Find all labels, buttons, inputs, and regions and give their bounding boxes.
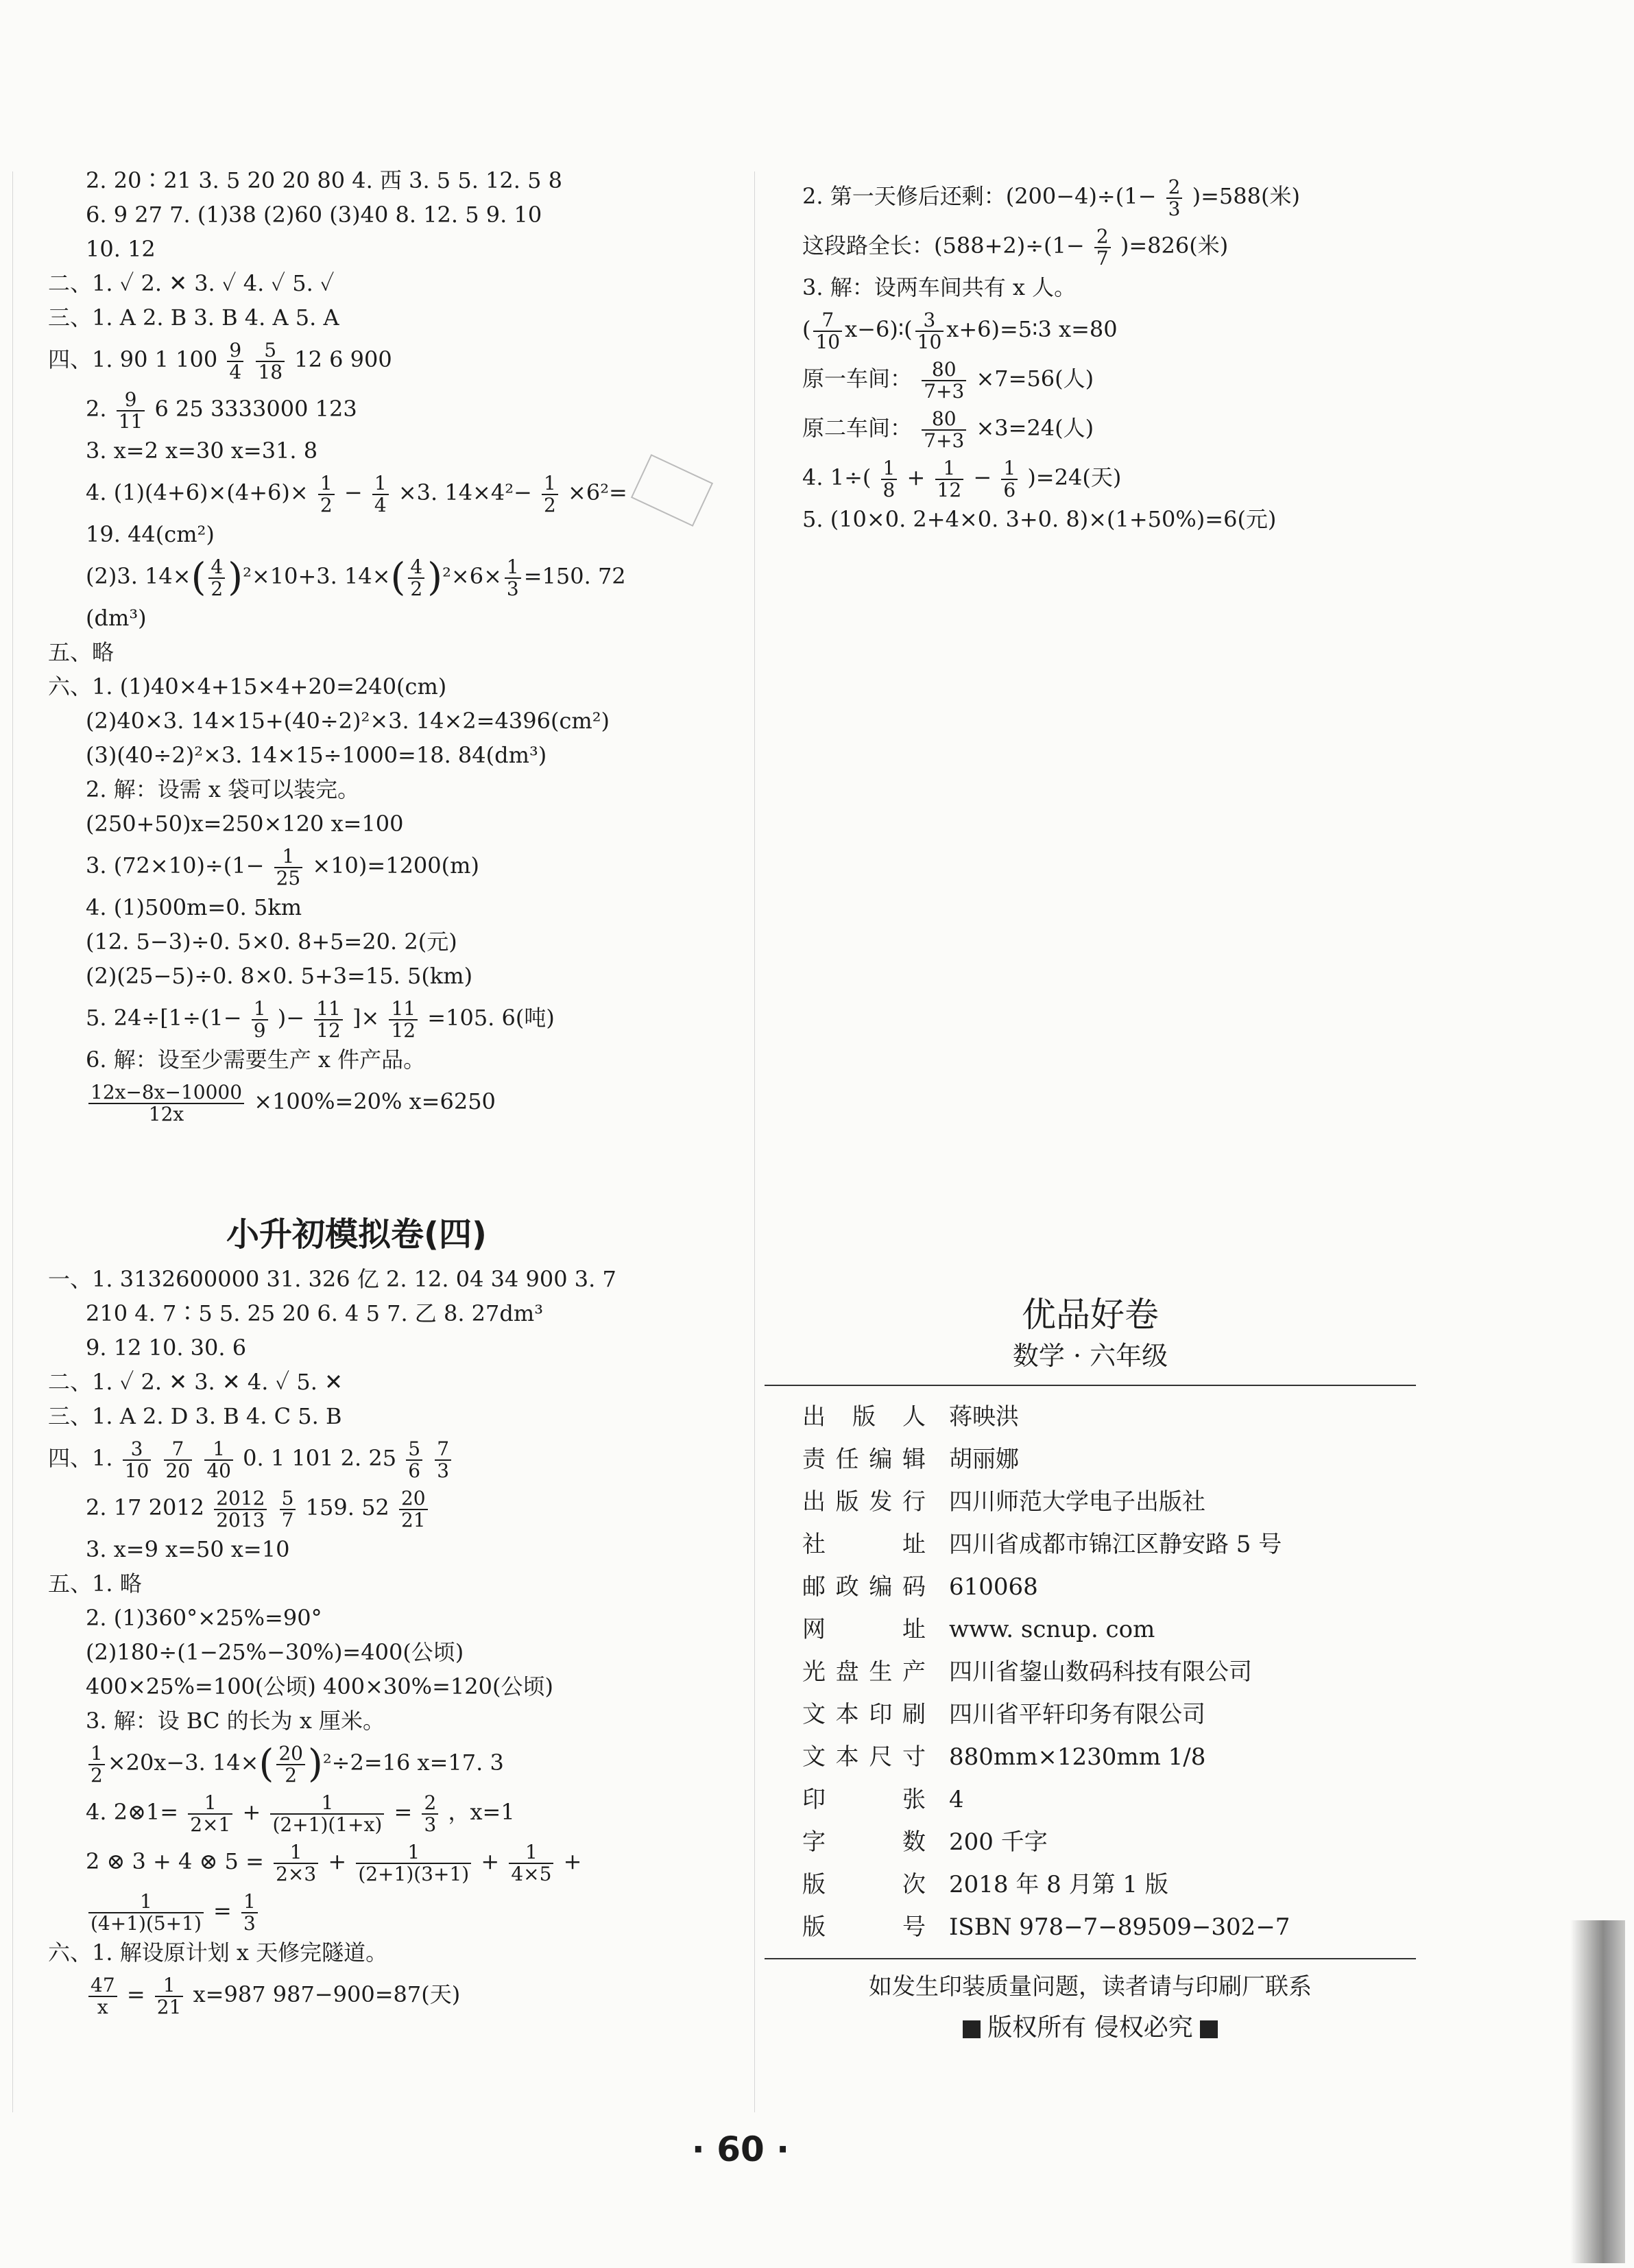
answer-line-6-6: $\frac{12x-8x-10000}{12x}$ ×100%=20% x=6250 <box>48 1077 720 1126</box>
colophon-row: 出版发行 四川师范大学电子出版社 <box>802 1488 1205 1516</box>
colophon-row: 责任编辑 胡丽娜 <box>802 1446 1019 1473</box>
fraction: $\frac{3}{10}$ <box>123 1439 152 1481</box>
fraction: $\frac{80}{7+3}$ <box>922 409 966 451</box>
colophon-row: 社址 四川省成都市锦江区静安路 5 号 <box>802 1531 1282 1558</box>
answer-line: 2. 20∶21 3. 5 20 20 80 4. 西 3. 5 5. 12. 5 8 <box>86 167 562 193</box>
answer-line: (2)(25−5)÷0. 8×0. 5+3=15. 5(km) <box>86 963 473 989</box>
colophon-row: 文本尺寸 880mm×1230mm 1/8 <box>802 1743 1206 1771</box>
answer-line: (2)40×3. 14×15+(40÷2)²×3. 14×2=4396(cm²) <box>86 708 610 734</box>
colophon-row: 网址 www. scnup. com <box>802 1616 1155 1643</box>
answer-line: 二、1. ✓ 2. ✕ 3. ✓ 4. ✓ 5. ✓ <box>48 270 335 296</box>
answer-line-4: 4. 1÷( $\frac{1}{8}$ + $\frac{1}{12}$ − $\frac{1}{6}$ )=24(天) <box>802 457 1122 501</box>
answer-line: 9. 12 10. 30. 6 <box>86 1335 247 1361</box>
answer-line-4-4: 4. (1)(4+6)×(4+6)× $\frac{1}{2}$ − $\frac{1}{4}$ ×3. 14×4²− $\frac{1}{2}$ ×6²= <box>86 472 627 516</box>
answer-line-3b: ( $\frac{7}{10}$ x−6)∶( $\frac{3}{10}$ x+6)=5∶3 x=80 <box>802 309 1118 353</box>
answer-line-5-4: 4. 2⊗1= $\frac{1}{2\times 1}$ + $\frac{1}{(2+1)(1+x)}$ = $\frac{2}{3}$ ，x=1 <box>86 1791 515 1836</box>
answer-line: 400×25%=100(公顷) 400×30%=120(公顷) <box>86 1673 553 1699</box>
fraction: $\frac{2012}{2013}$ <box>214 1488 267 1530</box>
answer-line: 三、1. A 2. B 3. B 4. A 5. A <box>48 305 339 331</box>
fraction: $\frac{80}{7+3}$ <box>922 359 966 401</box>
fraction: $\frac{1}{8}$ <box>881 458 898 500</box>
answer-line-4-1: 四、1. 90 1 100 $\frac{9}{4}$ $\frac{5}{18}$ 12 6 900 <box>48 339 392 383</box>
square-bullet-icon <box>963 2020 981 2038</box>
answer-line: 三、1. A 2. D 3. B 4. C 5. B <box>48 1403 342 1429</box>
answer-line: 4. (1)500m=0. 5km <box>86 894 302 920</box>
fraction: $\frac{1}{4\times 5}$ <box>509 1842 553 1884</box>
answer-line: 一、1. 3132600000 31. 326 亿 2. 12. 04 34 900 3. 7 <box>48 1266 616 1292</box>
colophon-row: 版号 ISBN 978−7−89509−302−7 <box>802 1913 1290 1941</box>
answer-line-2b: 这段路全长：(588+2)÷(1− $\frac{2}{7}$ )=826(米) <box>802 225 1229 270</box>
answer-line-5-3: $\frac{1}{2}$ ×20x−3. 14×( $\frac{20}{2}$ )²÷2=16 x=17. 3 <box>48 1738 720 1787</box>
fraction: $\frac{1}{2}$ <box>318 473 335 515</box>
answer-line: 2. (1)360°×25%=90° <box>86 1605 322 1631</box>
answer-line: 3. 解：设两车间共有 x 人。 <box>802 274 1077 300</box>
answer-line: 3. 解：设 BC 的长为 x 厘米。 <box>86 1708 385 1734</box>
colophon-row: 光盘生产 四川省鋆山数码科技有限公司 <box>802 1658 1252 1686</box>
answer-line: 6. 解：设至少需要生产 x 件产品。 <box>86 1047 426 1073</box>
answer-line-4-1: 四、1. $\frac{3}{10}$ $\frac{7}{20}$ $\frac{1}{40}$ 0. 1 101 2. 25 $\frac{5}{6}$ $\frac{7}{3}$ <box>48 1433 720 1483</box>
fraction: $\frac{5}{18}$ <box>256 340 285 382</box>
answer-line-6-3: 3. (72×10)÷(1− $\frac{1}{25}$ ×10)=1200(m) <box>86 845 479 890</box>
answer-line: (12. 5−3)÷0. 5×0. 8+5=20. 2(元) <box>86 929 457 955</box>
answer-line-3c: 原一车间： $\frac{80}{7+3}$ ×7=56(人) <box>802 358 1094 403</box>
answer-line-4-4-2: (2)3. 14×( $\frac{4}{2}$ )²×10+3. 14×( $\frac{4}{2}$ )²×6× $\frac{1}{3}$ =150. 72 <box>86 555 626 600</box>
book-subtitle: 数学 · 六年级 <box>1012 1341 1168 1371</box>
colophon-row: 字数 200 千字 <box>802 1828 1048 1856</box>
fraction: $\frac{47}{x}$ <box>88 1975 117 2017</box>
colophon-row: 版次 2018 年 8 月第 1 版 <box>802 1871 1168 1898</box>
fraction: $\frac{1}{6}$ <box>1001 458 1018 500</box>
fraction: $\frac{2}{3}$ <box>1166 177 1183 219</box>
fraction: $\frac{1}{9}$ <box>252 999 268 1040</box>
fraction: $\frac{3}{10}$ <box>915 310 944 352</box>
answer-line: 二、1. ✓ 2. ✕ 3. ✕ 4. ✓ 5. ✕ <box>48 1369 343 1395</box>
left-column-section-2 <box>48 1262 720 2019</box>
colophon-row: 邮政编码 610068 <box>802 1573 1038 1601</box>
answer-line: 六、1. (1)40×4+15×4+20=240(cm) <box>48 673 447 700</box>
colophon-table <box>802 1396 1419 1948</box>
answer-line-4-3: 3. x=2 x=30 x=31. 8 <box>86 438 318 464</box>
fraction: $\frac{4}{2}$ <box>408 557 424 599</box>
answer-line: 210 4. 7∶5 5. 25 20 6. 4 5 7. 乙 8. 27dm³ <box>86 1300 544 1326</box>
fraction: $\frac{11}{12}$ <box>389 999 418 1040</box>
answer-line: 五、略 <box>48 639 115 665</box>
colophon-row: 出版人 蒋映洪 <box>802 1403 1019 1431</box>
square-bullet-icon <box>1200 2020 1218 2038</box>
fraction: $\frac{1}{3}$ <box>505 557 521 599</box>
fraction: $\frac{7}{3}$ <box>435 1439 451 1481</box>
fraction: $\frac{1}{(4+1)(5+1)}$ <box>88 1891 204 1933</box>
page-number: · 60 · <box>691 2129 790 2169</box>
fraction: $\frac{1}{21}$ <box>155 1975 184 2017</box>
answer-line: 2. 解：设需 x 袋可以装完。 <box>86 776 360 802</box>
fraction: $\frac{1}{2\times 3}$ <box>274 1842 318 1884</box>
fraction: $\frac{20}{21}$ <box>399 1488 428 1530</box>
scan-edge-shadow <box>1570 1920 1625 2263</box>
fraction: $\frac{1}{25}$ <box>274 846 303 888</box>
fraction: $\frac{20}{2}$ <box>276 1743 305 1785</box>
fraction: $\frac{11}{12}$ <box>314 999 343 1040</box>
answer-line: 6. 9 27 7. (1)38 (2)60 (3)40 8. 12. 5 9. 10 <box>86 202 542 228</box>
answer-line: 19. 44(cm²) <box>86 521 215 547</box>
fraction: $\frac{1}{(2+1)(3+1)}$ <box>356 1842 471 1884</box>
section-title: 小升初模拟卷(四) <box>226 1215 487 1254</box>
fraction: $\frac{2}{3}$ <box>422 1793 438 1835</box>
answer-line-5-4b: 2 ⊗ 3 + 4 ⊗ 5 = $\frac{1}{2\times 3}$ + $\frac{1}{(2+1)(3+1)}$ + $\frac{1}{4\times 5}$ + <box>86 1841 582 1885</box>
quality-notice: 如发生印装质量问题，读者请与印刷厂联系 <box>869 1973 1312 2001</box>
fraction: $\frac{9}{4}$ <box>227 340 243 382</box>
fraction: $\frac{5}{6}$ <box>406 1439 422 1481</box>
fraction: $\frac{1}{(2+1)(1+x)}$ <box>270 1793 384 1835</box>
fraction: $\frac{7}{20}$ <box>164 1439 193 1481</box>
answer-line: (250+50)x=250×120 x=100 <box>86 811 404 837</box>
colophon-row: 印张 4 <box>802 1786 964 1813</box>
fraction: $\frac{1}{40}$ <box>204 1439 233 1481</box>
answer-line: 5. (10×0. 2+4×0. 3+0. 8)×(1+50%)=6(元) <box>802 506 1277 532</box>
answer-line-4-2: 2. $\frac{9}{11}$ 6 25 3333000 123 <box>86 388 357 433</box>
answer-line: 六、1. 解设原计划 x 天修完隧道。 <box>48 1939 388 1966</box>
column-divider <box>754 171 755 2112</box>
answer-line: (2)180÷(1−25%−30%)=400(公顷) <box>86 1639 464 1665</box>
divider <box>765 1385 1416 1386</box>
answer-line: 五、1. 略 <box>48 1571 142 1597</box>
fraction: $\frac{1}{4}$ <box>372 473 389 515</box>
book-title: 优品好卷 <box>1022 1295 1159 1335</box>
fraction: $\frac{5}{7}$ <box>280 1488 296 1530</box>
fraction: $\frac{1}{2}$ <box>542 473 558 515</box>
answer-line-6-5: 5. 24÷[1÷(1− $\frac{1}{9}$ )− $\frac{11}{12}$ ]× $\frac{11}{12}$ =105. 6(吨) <box>86 997 555 1042</box>
answer-line-2: 2. 第一天修后还剩：(200−4)÷(1− $\frac{2}{3}$ )=588(米) <box>802 176 1300 220</box>
fraction: $\frac{1}{2}$ <box>88 1743 105 1785</box>
answer-line: (dm³) <box>86 605 147 631</box>
fraction: $\frac{9}{11}$ <box>117 390 145 431</box>
fraction: $\frac{4}{2}$ <box>208 557 225 599</box>
answer-line: (3)(40÷2)²×3. 14×15÷1000=18. 84(dm³) <box>86 742 547 768</box>
answer-line-5-4c: $\frac{1}{(4+1)(5+1)}$ = $\frac{1}{3}$ <box>48 1886 720 1935</box>
answer-line: 10. 12 <box>86 236 156 262</box>
fraction: $\frac{2}{7}$ <box>1094 226 1111 268</box>
rights-notice: 版权所有 侵权必究 <box>761 2007 1419 2049</box>
fraction: $\frac{7}{10}$ <box>813 310 842 352</box>
answer-line-4-2: 2. 17 2012 $\frac{2012}{2013}$ $\frac{5}{7}$ 159. 52 $\frac{20}{21}$ <box>48 1483 720 1532</box>
divider <box>765 1958 1416 1959</box>
left-margin-rule <box>12 171 13 2112</box>
fraction: $\frac{1}{2\times 1}$ <box>188 1793 232 1835</box>
answer-line-6-1: $\frac{47}{x}$ = $\frac{1}{21}$ x=987 987−900=87(天) <box>48 1970 720 2019</box>
answer-line: 3. x=9 x=50 x=10 <box>86 1536 290 1562</box>
answer-line-3d: 原二车间： $\frac{80}{7+3}$ ×3=24(人) <box>802 407 1094 452</box>
fraction: $\frac{1}{3}$ <box>241 1891 258 1933</box>
fraction: $\frac{1}{12}$ <box>935 458 964 500</box>
left-column <box>48 163 720 1126</box>
right-column <box>802 171 1419 536</box>
colophon-row: 文本印刷 四川省平轩印务有限公司 <box>802 1701 1205 1728</box>
fraction: $\frac{12x-8x-10000}{12x}$ <box>88 1082 244 1124</box>
publisher-block <box>761 1293 1419 2049</box>
